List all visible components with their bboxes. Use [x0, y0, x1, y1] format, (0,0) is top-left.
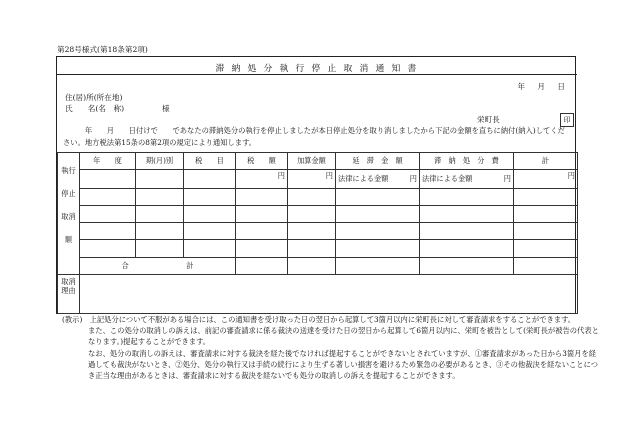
legal-amount-cell [336, 170, 420, 188]
side-label-stop-cancel-amount: 執行停止取消額 [58, 153, 80, 275]
header-total: 計 [514, 153, 578, 170]
title-divider [57, 74, 577, 75]
header-additional: 加算金額 [288, 153, 336, 170]
address-label: 住(居)所(所在地) [65, 93, 123, 102]
issuer-label: 栄町長 [477, 115, 500, 124]
legal-amount-cell [420, 170, 514, 188]
cancel-reason-field [80, 275, 578, 314]
unit-yen: 円 [409, 173, 417, 183]
document-title: 滞 納 処 分 執 行 停 止 取 消 通 知 書 [215, 64, 419, 74]
form-number-label: 第28号様式(第18条第2項) [57, 45, 148, 54]
instructions-paragraph-3: なお、処分の取消しの訴えは、審査請求に対する裁決を経た後でなければ提起することができないとされていますが、①審査請求があった日から3箇月を経過しても裁決がないとき、②処分、処分の執行又は手続の続行により生ずる著しい損害を避けるため緊急の必要があるとき、③その他裁決を経ないことにつき正当な理由があるときは、審査請求に対する裁決を経ないでも処分の取消しの訴えを提起することができます。 [88, 348, 599, 381]
amount-table [57, 152, 578, 314]
recipient-name-label: 氏 名(名 称) 様 [65, 104, 170, 113]
total-row-label: 合 計 [80, 257, 236, 274]
seal-mark: 印 [560, 113, 574, 127]
header-delinquency: 延 滞 金 額 [336, 153, 420, 170]
cell-year [80, 170, 136, 188]
unit-yen: 円 [236, 170, 288, 188]
cell-period [136, 170, 184, 188]
header-period: 期(月)別 [136, 153, 184, 170]
unit-yen: 円 [514, 170, 578, 188]
notice-form [56, 56, 576, 314]
instructions-paragraph-2: また、この処分の取消しの訴えは、前記の審査請求に係る裁決の送達を受けた日の翌日から起算して6箇月以内に、栄町を被告として(栄町長が被告の代表となります。)提起することができます。 [88, 326, 599, 347]
notice-body-text: 年 月 日付けで であなたの滞納処分の執行を停止しましたが本日停止処分を取り消しましたから下記の金額を直ちに納付(納入)してください。地方税法第15条の8第2項の規定により通知します。 [63, 126, 565, 147]
header-tax-amount: 税 額 [236, 153, 288, 170]
issue-date: 年 月 日 [517, 82, 565, 91]
instructions-paragraph-1: 上記処分について不服がある場合には、この通知書を受け取った日の翌日から起算して3箇月以内に栄町長に対して審査請求をすることができます。 [89, 315, 576, 324]
header-tax-item: 税 目 [184, 153, 236, 170]
cell-tax-item [184, 170, 236, 188]
header-disposal-cost: 滞 納 処 分 費 [420, 153, 514, 170]
unit-yen: 円 [288, 170, 336, 188]
instructions-block [62, 314, 602, 381]
instructions-label: (教示) [62, 315, 83, 324]
header-year: 年 度 [80, 153, 136, 170]
cancel-reason-label: 取消理由 [58, 275, 80, 314]
legal-amount-label: 法律による金額 [338, 173, 389, 183]
unit-yen: 円 [503, 173, 511, 183]
legal-amount-label: 法律による金額 [422, 173, 473, 183]
